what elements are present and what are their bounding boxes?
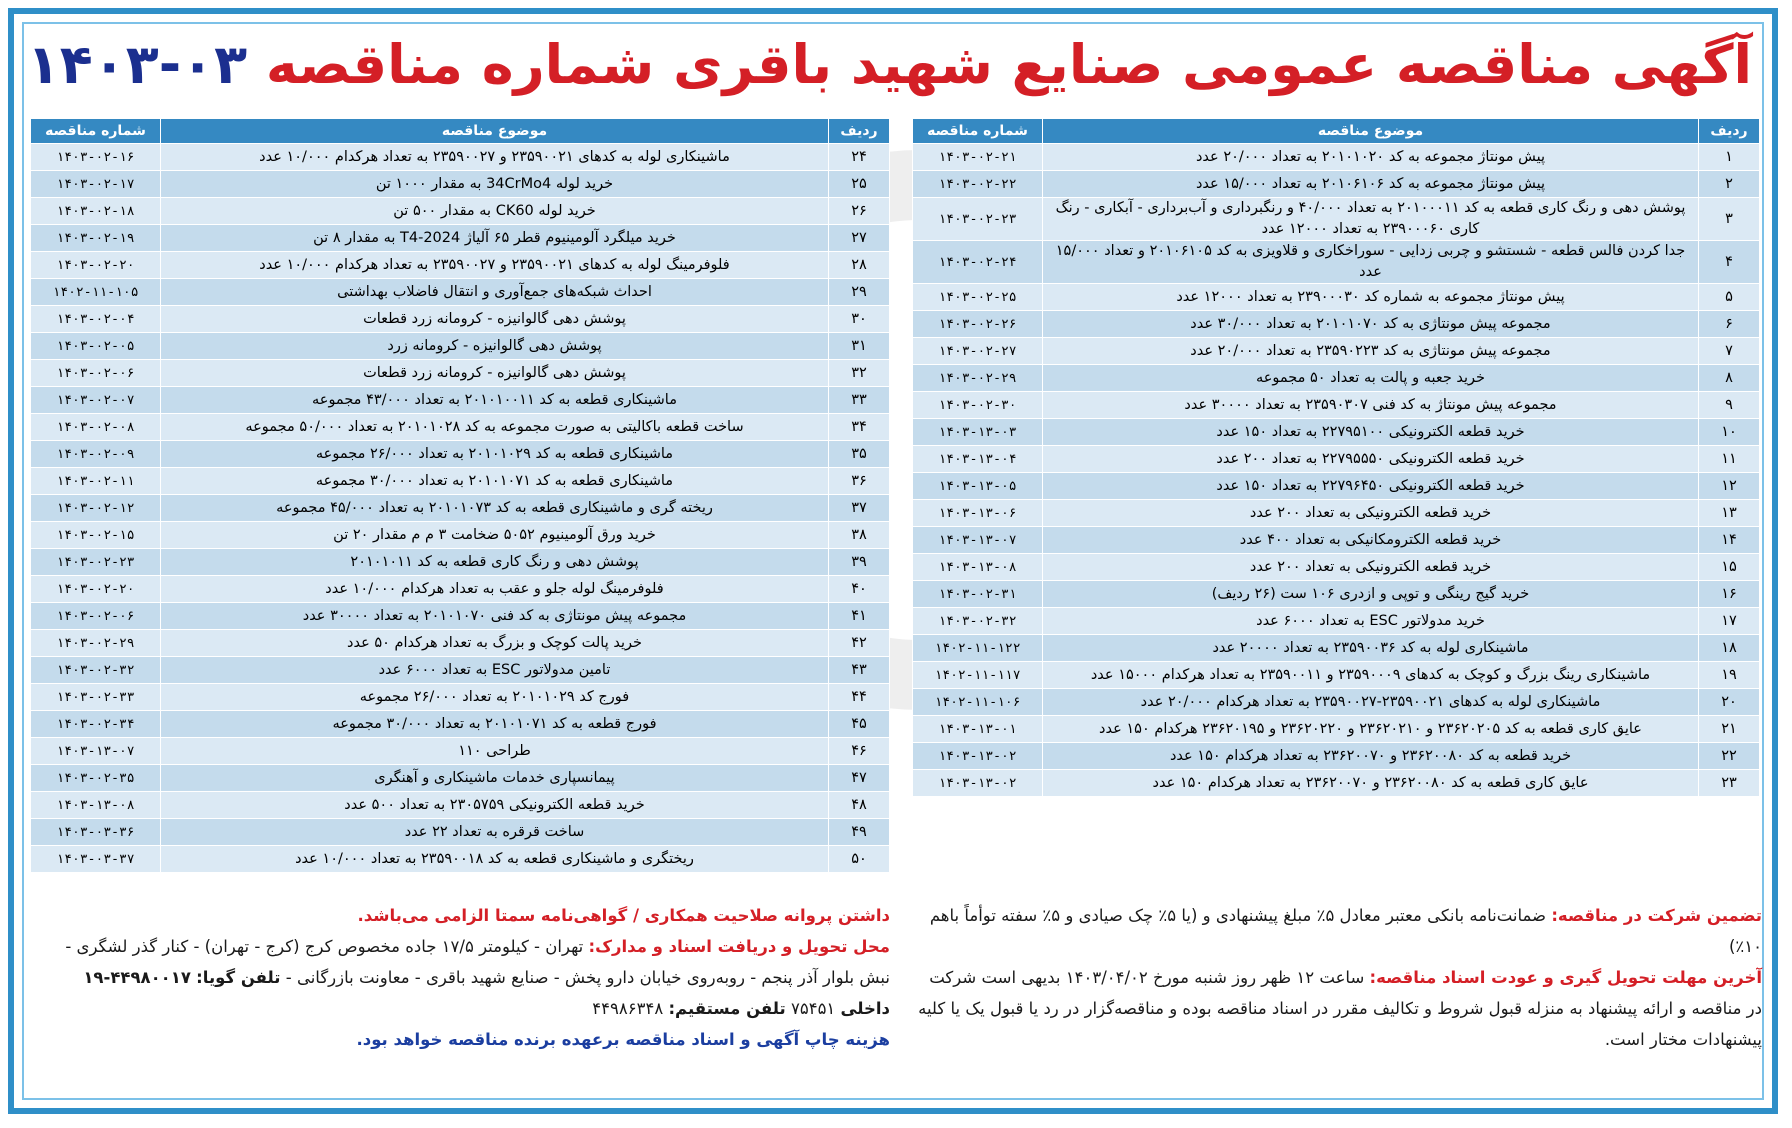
- row-index-cell: ۱: [1699, 144, 1760, 171]
- table-row: [913, 554, 1760, 581]
- row-subject-cell: عایق کاری قطعه به کد ۲۳۶۲۰۰۸۰ و ۲۳۶۲۰۰۷۰ به تعداد هرکدام ۱۵۰ عدد: [1043, 770, 1699, 797]
- row-subject-cell: ریختگری و ماشینکاری قطعه به کد ۲۳۵۹۰۰۱۸ به تعداد ۱۰/۰۰۰ عدد: [161, 846, 829, 873]
- footer-left: [30, 900, 890, 1055]
- row-index-cell: ۳۲: [829, 360, 890, 387]
- row-subject-cell: مجموعه پیش مونتاژی به کد ۲۰۱۰۱۰۷۰ به تعداد ۳۰/۰۰۰ عدد: [1043, 311, 1699, 338]
- table-row: [31, 684, 890, 711]
- row-index-cell: ۱۹: [1699, 662, 1760, 689]
- row-index-cell: ۲۰: [1699, 689, 1760, 716]
- table-row: [31, 306, 890, 333]
- row-tender-number-cell: ۱۴۰۳-۰۳-۳۷: [31, 846, 161, 873]
- row-subject-cell: خرید گیج رینگی و توپی و ازدری ۱۰۶ ست (۲۶ ردیف): [1043, 581, 1699, 608]
- row-tender-number-cell: ۱۴۰۳-۱۳-۰۳: [913, 419, 1043, 446]
- table-row: [913, 689, 1760, 716]
- footer-right: [912, 900, 1762, 1055]
- ext-label: داخلی: [840, 999, 890, 1018]
- row-tender-number-cell: ۱۴۰۳-۰۲-۱۱: [31, 468, 161, 495]
- row-tender-number-cell: ۱۴۰۳-۰۲-۲۳: [31, 549, 161, 576]
- row-tender-number-cell: ۱۴۰۲-۱۱-۱۱۷: [913, 662, 1043, 689]
- table-row: [31, 603, 890, 630]
- row-index-cell: ۹: [1699, 392, 1760, 419]
- row-subject-cell: ماشینکاری لوله به کد ۲۳۵۹۰۰۳۶ به تعداد ۲۰۰۰۰ عدد: [1043, 635, 1699, 662]
- row-tender-number-cell: ۱۴۰۲-۱۱-۱۰۵: [31, 279, 161, 306]
- table-row: [31, 819, 890, 846]
- row-tender-number-cell: ۱۴۰۳-۰۲-۳۴: [31, 711, 161, 738]
- row-subject-cell: خرید قطعه الکترونیکی به تعداد ۲۰۰ عدد: [1043, 554, 1699, 581]
- row-tender-number-cell: ۱۴۰۳-۰۲-۱۹: [31, 225, 161, 252]
- row-index-cell: ۱۳: [1699, 500, 1760, 527]
- row-tender-number-cell: ۱۴۰۳-۰۲-۱۸: [31, 198, 161, 225]
- table-row: [31, 144, 890, 171]
- row-subject-cell: احداث شبکه‌های جمع‌آوری و انتقال فاضلاب بهداشتی: [161, 279, 829, 306]
- table-row: [31, 198, 890, 225]
- row-tender-number-cell: ۱۴۰۳-۰۲-۲۰: [31, 576, 161, 603]
- row-tender-number-cell: ۱۴۰۲-۱۱-۱۲۲: [913, 635, 1043, 662]
- table-row: [913, 241, 1760, 284]
- row-subject-cell: خرید قطعه الکترونیکی به تعداد ۲۰۰ عدد: [1043, 500, 1699, 527]
- row-tender-number-cell: ۱۴۰۳-۰۳-۳۶: [31, 819, 161, 846]
- table-row: [913, 581, 1760, 608]
- row-index-cell: ۳۷: [829, 495, 890, 522]
- row-tender-number-cell: ۱۴۰۳-۱۳-۰۴: [913, 446, 1043, 473]
- tender-table-right: [912, 118, 1760, 797]
- table-row: [913, 500, 1760, 527]
- row-index-cell: ۱۰: [1699, 419, 1760, 446]
- row-index-cell: ۲۳: [1699, 770, 1760, 797]
- table-row: [913, 284, 1760, 311]
- row-subject-cell: خرید لوله CK60 به مقدار ۵۰۰ تن: [161, 198, 829, 225]
- row-subject-cell: فورج کد ۲۰۱۰۱۰۲۹ به تعداد ۲۶/۰۰۰ مجموعه: [161, 684, 829, 711]
- table-row: [31, 279, 890, 306]
- table-row: [913, 527, 1760, 554]
- row-subject-cell: ماشینکاری رینگ بزرگ و کوچک به کدهای ۲۳۵۹۰۰۰۹ و ۲۳۵۹۰۰۱۱ به تعداد هرکدام ۱۵۰۰۰ عدد: [1043, 662, 1699, 689]
- row-subject-cell: فلوفرمینگ لوله جلو و عقب به تعداد هرکدام ۱۰/۰۰۰ عدد: [161, 576, 829, 603]
- table-row: [31, 414, 890, 441]
- row-subject-cell: خرید قطعه الکترونیکی ۲۲۷۹۵۱۰۰ به تعداد ۱۵۰ عدد: [1043, 419, 1699, 446]
- table-header-row: [913, 119, 1760, 144]
- row-subject-cell: پوشش دهی و رنگ کاری قطعه به کد ۲۰۱۰۱۰۱۱: [161, 549, 829, 576]
- deadline-text: ساعت ۱۲ ظهر روز شنبه مورخ ۱۴۰۳/۰۴/۰۲: [1065, 968, 1365, 987]
- row-subject-cell: خرید مدولاتور ESC به تعداد ۶۰۰۰ عدد: [1043, 608, 1699, 635]
- row-tender-number-cell: ۱۴۰۲-۱۱-۱۰۶: [913, 689, 1043, 716]
- row-tender-number-cell: ۱۴۰۳-۰۲-۳۳: [31, 684, 161, 711]
- deadline-label: آخرین مهلت تحویل گیری و عودت اسناد مناقصه:: [1369, 968, 1762, 987]
- table-row: [31, 495, 890, 522]
- row-index-cell: ۲۹: [829, 279, 890, 306]
- row-tender-number-cell: ۱۴۰۳-۱۳-۰۸: [913, 554, 1043, 581]
- table-row: [31, 576, 890, 603]
- header-row-label: ردیف: [829, 119, 890, 144]
- guarantee-paragraph: [912, 900, 1762, 962]
- row-index-cell: ۱۸: [1699, 635, 1760, 662]
- row-tender-number-cell: ۱۴۰۳-۱۳-۰۷: [913, 527, 1043, 554]
- row-tender-number-cell: ۱۴۰۳-۰۲-۲۰: [31, 252, 161, 279]
- address-text: تهران - کیلومتر ۱۷/۵ جاده مخصوص کرج (کرج - تهران) - کنار گذر لشگری - نبش بلوار آذر پنجم - روبه‌روی خیابان دارو پخش - صنایع شهید باقری - معاونت بازرگانی -: [65, 937, 890, 987]
- table-row: [31, 657, 890, 684]
- row-tender-number-cell: ۱۴۰۳-۰۲-۲۳: [913, 198, 1043, 241]
- table-row: [31, 333, 890, 360]
- table-row: [31, 630, 890, 657]
- row-tender-number-cell: ۱۴۰۳-۰۲-۰۶: [31, 360, 161, 387]
- row-index-cell: ۴۶: [829, 738, 890, 765]
- guarantee-label: تضمین شرکت در مناقصه:: [1551, 906, 1762, 925]
- row-tender-number-cell: ۱۴۰۳-۰۲-۲۹: [913, 365, 1043, 392]
- table-row: [31, 360, 890, 387]
- table-row: [913, 473, 1760, 500]
- row-index-cell: ۴: [1699, 241, 1760, 284]
- row-index-cell: ۴۴: [829, 684, 890, 711]
- table-row: [31, 549, 890, 576]
- row-subject-cell: خرید قطعه به کد ۲۳۶۲۰۰۸۰ و ۲۳۶۲۰۰۷۰ به تعداد هرکدام ۱۵۰ عدد: [1043, 743, 1699, 770]
- guarantee-text: ضمانت‌نامه بانکی معتبر معادل ۵٪ مبلغ پیشنهادی و (یا ۵٪ چک صیادی و ۵٪ سفته توأماً باهم ۱۰٪): [929, 906, 1762, 956]
- ad-title: [26, 20, 1752, 110]
- row-index-cell: ۳۸: [829, 522, 890, 549]
- row-index-cell: ۳۵: [829, 441, 890, 468]
- row-subject-cell: ریخته گری و ماشینکاری قطعه به کد ۲۰۱۰۱۰۷۳ به تعداد ۴۵/۰۰۰ مجموعه: [161, 495, 829, 522]
- row-index-cell: ۴۵: [829, 711, 890, 738]
- row-index-cell: ۱۶: [1699, 581, 1760, 608]
- row-subject-cell: خرید قطعه الکترونیکی ۲۳۰۵۷۵۹ به تعداد ۵۰۰ عدد: [161, 792, 829, 819]
- table-row: [31, 738, 890, 765]
- row-subject-cell: خرید قطعه الکترونیکی ۲۲۷۹۵۵۵۰ به تعداد ۲۰۰ عدد: [1043, 446, 1699, 473]
- row-tender-number-cell: ۱۴۰۳-۰۲-۳۰: [913, 392, 1043, 419]
- row-tender-number-cell: ۱۴۰۳-۰۲-۰۴: [31, 306, 161, 333]
- tender-table-left: [30, 118, 890, 873]
- table-row: [31, 387, 890, 414]
- row-index-cell: ۲۵: [829, 171, 890, 198]
- title-number-label: شماره مناقصه: [265, 33, 655, 96]
- header-subject-label: موضوع مناقصه: [161, 119, 829, 144]
- row-subject-cell: مجموعه پیش مونتاژی به کد فنی ۲۰۱۰۱۰۷۰ به تعداد ۳۰۰۰۰ عدد: [161, 603, 829, 630]
- row-subject-cell: خرید قطعه الکترونیکی ۲۲۷۹۶۴۵۰ به تعداد ۱۵۰ عدد: [1043, 473, 1699, 500]
- right-table-body: [913, 144, 1760, 797]
- row-tender-number-cell: ۱۴۰۳-۱۳-۰۸: [31, 792, 161, 819]
- row-index-cell: ۸: [1699, 365, 1760, 392]
- row-subject-cell: ماشینکاری قطعه به کد ۲۰۱۰۱۰۲۹ به تعداد ۲۶/۰۰۰ مجموعه: [161, 441, 829, 468]
- table-row: [913, 662, 1760, 689]
- table-row: [913, 311, 1760, 338]
- row-tender-number-cell: ۱۴۰۳-۰۲-۲۹: [31, 630, 161, 657]
- table-row: [31, 846, 890, 873]
- header-number-label: شماره مناقصه: [913, 119, 1043, 144]
- row-tender-number-cell: ۱۴۰۳-۰۲-۲۲: [913, 171, 1043, 198]
- row-index-cell: ۲۸: [829, 252, 890, 279]
- table-row: [31, 522, 890, 549]
- table-row: [913, 635, 1760, 662]
- title-number: ۰۳-۱۴۰۳: [26, 33, 248, 96]
- row-index-cell: ۳۹: [829, 549, 890, 576]
- left-table-body: [31, 144, 890, 873]
- row-subject-cell: ماشینکاری لوله به کدهای ۲۳۵۹۰۰۲۱-۲۳۵۹۰۰۲۷ به تعداد هرکدام ۲۰/۰۰۰ عدد: [1043, 689, 1699, 716]
- row-tender-number-cell: ۱۴۰۳-۱۳-۰۲: [913, 770, 1043, 797]
- table-row: [31, 171, 890, 198]
- header-subject-label: موضوع مناقصه: [1043, 119, 1699, 144]
- row-index-cell: ۲۲: [1699, 743, 1760, 770]
- row-tender-number-cell: ۱۴۰۳-۰۲-۰۵: [31, 333, 161, 360]
- table-row: [31, 441, 890, 468]
- row-index-cell: ۳۶: [829, 468, 890, 495]
- row-tender-number-cell: ۱۴۰۳-۰۲-۱۶: [31, 144, 161, 171]
- table-row: [31, 711, 890, 738]
- row-index-cell: ۳۰: [829, 306, 890, 333]
- table-row: [913, 392, 1760, 419]
- row-subject-cell: طراحی ۱۱۰: [161, 738, 829, 765]
- address-label: محل تحویل و دریافت اسناد و مدارک:: [588, 937, 890, 956]
- table-row: [913, 608, 1760, 635]
- deadline-paragraph: [912, 962, 1762, 1055]
- row-tender-number-cell: ۱۴۰۳-۱۳-۰۲: [913, 743, 1043, 770]
- row-index-cell: ۴۸: [829, 792, 890, 819]
- phone-value: ۴۴۹۸۰۰۱۷-۱۹: [83, 968, 191, 987]
- table-row: [913, 198, 1760, 241]
- row-index-cell: ۲۶: [829, 198, 890, 225]
- row-subject-cell: ساخت قطعه باکالیتی به صورت مجموعه به کد ۲۰۱۰۱۰۲۸ به تعداد ۵۰/۰۰۰ مجموعه: [161, 414, 829, 441]
- table-row: [913, 716, 1760, 743]
- row-tender-number-cell: ۱۴۰۳-۰۲-۰۷: [31, 387, 161, 414]
- row-index-cell: ۴۱: [829, 603, 890, 630]
- table-row: [31, 765, 890, 792]
- row-index-cell: ۴۹: [829, 819, 890, 846]
- table-row: [913, 419, 1760, 446]
- row-index-cell: ۲۱: [1699, 716, 1760, 743]
- table-row: [913, 743, 1760, 770]
- row-subject-cell: ماشینکاری قطعه به کد ۲۰۱۰۱۰۷۱ به تعداد ۳۰/۰۰۰ مجموعه: [161, 468, 829, 495]
- license-text: داشتن پروانه صلاحیت همکاری / گواهی‌نامه سمتا الزامی می‌باشد.: [357, 906, 890, 925]
- row-tender-number-cell: ۱۴۰۳-۱۳-۰۶: [913, 500, 1043, 527]
- row-subject-cell: فورج قطعه به کد ۲۰۱۰۱۰۷۱ به تعداد ۳۰/۰۰۰ مجموعه: [161, 711, 829, 738]
- row-subject-cell: پیش مونتاژ مجموعه به کد ۲۰۱۰۱۰۲۰ به تعداد ۲۰/۰۰۰ عدد: [1043, 144, 1699, 171]
- row-tender-number-cell: ۱۴۰۳-۰۲-۲۴: [913, 241, 1043, 284]
- row-index-cell: ۳۴: [829, 414, 890, 441]
- row-subject-cell: مجموعه پیش مونتاژی به کد ۲۳۵۹۰۲۲۳ به تعداد ۲۰/۰۰۰ عدد: [1043, 338, 1699, 365]
- row-tender-number-cell: ۱۴۰۳-۰۲-۰۹: [31, 441, 161, 468]
- row-subject-cell: خرید میلگرد آلومینیوم قطر ۶۵ آلیاژ 2024-T4 به مقدار ۸ تن: [161, 225, 829, 252]
- row-index-cell: ۲۴: [829, 144, 890, 171]
- row-tender-number-cell: ۱۴۰۳-۰۲-۲۱: [913, 144, 1043, 171]
- row-tender-number-cell: ۱۴۰۳-۰۲-۳۲: [913, 608, 1043, 635]
- row-tender-number-cell: ۱۴۰۳-۰۲-۲۷: [913, 338, 1043, 365]
- row-tender-number-cell: ۱۴۰۳-۰۲-۱۵: [31, 522, 161, 549]
- row-subject-cell: ساخت قرقره به تعداد ۲۲ عدد: [161, 819, 829, 846]
- row-subject-cell: ماشینکاری لوله به کدهای ۲۳۵۹۰۰۲۱ و ۲۳۵۹۰۰۲۷ به تعداد هرکدام ۱۰/۰۰۰ عدد: [161, 144, 829, 171]
- address-paragraph: [30, 931, 890, 1024]
- header-number-label: شماره مناقصه: [31, 119, 161, 144]
- row-tender-number-cell: ۱۴۰۳-۱۳-۰۵: [913, 473, 1043, 500]
- row-subject-cell: فلوفرمینگ لوله به کدهای ۲۳۵۹۰۰۲۱ و ۲۳۵۹۰۰۲۷ به تعداد هرکدام ۱۰/۰۰۰ عدد: [161, 252, 829, 279]
- table-row: [31, 468, 890, 495]
- row-subject-cell: خرید جعبه و پالت به تعداد ۵۰ مجموعه: [1043, 365, 1699, 392]
- row-subject-cell: تامین مدولاتور ESC به تعداد ۶۰۰۰ عدد: [161, 657, 829, 684]
- row-subject-cell: پوشش دهی و رنگ کاری قطعه به کد ۲۰۱۰۰۰۱۱ به تعداد ۴۰/۰۰۰ و رنگبرداری و آب‌برداری - آبکاری - رنگ کاری ۲۳۹۰۰۰۶۰ به تعداد ۱۲۰۰۰ عدد: [1043, 198, 1699, 241]
- row-index-cell: ۱۲: [1699, 473, 1760, 500]
- row-index-cell: ۱۵: [1699, 554, 1760, 581]
- row-subject-cell: جدا کردن فالس قطعه - شستشو و چربی زدایی - سوراخکاری و قلاویزی به کد ۲۰۱۰۶۱۰۵ و تعداد ۱۵/۰۰۰ عدد: [1043, 241, 1699, 284]
- row-index-cell: ۱۴: [1699, 527, 1760, 554]
- row-subject-cell: مجموعه پیش مونتاژ به کد فنی ۲۳۵۹۰۳۰۷ به تعداد ۳۰۰۰۰ عدد: [1043, 392, 1699, 419]
- row-index-cell: ۵: [1699, 284, 1760, 311]
- row-index-cell: ۵۰: [829, 846, 890, 873]
- row-tender-number-cell: ۱۴۰۳-۰۲-۱۲: [31, 495, 161, 522]
- row-index-cell: ۱۷: [1699, 608, 1760, 635]
- row-tender-number-cell: ۱۴۰۳-۰۲-۳۵: [31, 765, 161, 792]
- terms-text: بدیهی است شرکت در مناقصه و ارائه پیشنهاد به منزله قبول شروط و تکالیف مقرر در اسناد مناقصه بوده و مناقصه‌گزار در رد یا قبول یک یا کلیه پیشنهادات مختار است.: [918, 968, 1762, 1049]
- table-row: [913, 446, 1760, 473]
- row-index-cell: ۴۲: [829, 630, 890, 657]
- table-row: [913, 144, 1760, 171]
- row-subject-cell: خرید ورق آلومینیوم ۵۰۵۲ ضخامت ۳ م م مقدار ۲۰ تن: [161, 522, 829, 549]
- row-index-cell: ۷: [1699, 338, 1760, 365]
- row-subject-cell: پوشش دهی گالوانیزه - کرومانه زرد قطعات: [161, 360, 829, 387]
- ext-value: ۷۵۴۵۱: [790, 999, 836, 1018]
- table-row: [31, 792, 890, 819]
- table-row: [913, 171, 1760, 198]
- row-index-cell: ۴۰: [829, 576, 890, 603]
- row-tender-number-cell: ۱۴۰۳-۰۲-۰۶: [31, 603, 161, 630]
- row-subject-cell: ماشینکاری قطعه به کد ۲۰۱۰۱۰۰۱۱ به تعداد ۴۳/۰۰۰ مجموعه: [161, 387, 829, 414]
- row-index-cell: ۶: [1699, 311, 1760, 338]
- row-subject-cell: پیش مونتاژ مجموعه به شماره کد ۲۳۹۰۰۰۳۰ به تعداد ۱۲۰۰۰ عدد: [1043, 284, 1699, 311]
- table-row: [913, 770, 1760, 797]
- table-row: [913, 365, 1760, 392]
- direct-phone-value: ۴۴۹۸۶۳۴۸: [592, 999, 664, 1018]
- table-row: [913, 338, 1760, 365]
- phone-label: تلفن گویا:: [196, 968, 281, 987]
- row-tender-number-cell: ۱۴۰۳-۰۲-۲۵: [913, 284, 1043, 311]
- row-tender-number-cell: ۱۴۰۳-۰۲-۰۸: [31, 414, 161, 441]
- header-row-label: ردیف: [1699, 119, 1760, 144]
- row-tender-number-cell: ۱۴۰۳-۰۲-۳۲: [31, 657, 161, 684]
- row-index-cell: ۳: [1699, 198, 1760, 241]
- row-index-cell: ۴۷: [829, 765, 890, 792]
- row-subject-cell: پیش مونتاژ مجموعه به کد ۲۰۱۰۶۱۰۶ به تعداد ۱۵/۰۰۰ عدد: [1043, 171, 1699, 198]
- row-index-cell: ۳۱: [829, 333, 890, 360]
- row-subject-cell: خرید قطعه الکترومکانیکی به تعداد ۴۰۰ عدد: [1043, 527, 1699, 554]
- row-tender-number-cell: ۱۴۰۳-۰۲-۳۱: [913, 581, 1043, 608]
- row-index-cell: ۴۳: [829, 657, 890, 684]
- table-header-row: [31, 119, 890, 144]
- row-tender-number-cell: ۱۴۰۳-۰۲-۲۶: [913, 311, 1043, 338]
- table-row: [31, 225, 890, 252]
- table-row: [31, 252, 890, 279]
- row-tender-number-cell: ۱۴۰۳-۱۳-۰۷: [31, 738, 161, 765]
- row-index-cell: ۲: [1699, 171, 1760, 198]
- row-subject-cell: عایق کاری قطعه به کد ۲۳۶۲۰۲۰۵ و ۲۳۶۲۰۲۱۰ و ۲۳۶۲۰۲۲۰ و ۲۳۶۲۰۱۹۵ هرکدام ۱۵۰ عدد: [1043, 716, 1699, 743]
- row-subject-cell: خرید پالت کوچک و بزرگ به تعداد هرکدام ۵۰ عدد: [161, 630, 829, 657]
- row-index-cell: ۲۷: [829, 225, 890, 252]
- row-tender-number-cell: ۱۴۰۳-۱۳-۰۱: [913, 716, 1043, 743]
- row-subject-cell: پوشش دهی گالوانیزه - کرومانه زرد: [161, 333, 829, 360]
- row-tender-number-cell: ۱۴۰۳-۰۲-۱۷: [31, 171, 161, 198]
- row-subject-cell: خرید لوله 34CrMo4 به مقدار ۱۰۰۰ تن: [161, 171, 829, 198]
- direct-phone-label: تلفن مستقیم:: [668, 999, 786, 1018]
- title-main: آگهی مناقصه عمومی صنایع شهید باقری: [673, 33, 1752, 96]
- row-subject-cell: پیمانسپاری خدمات ماشینکاری و آهنگری: [161, 765, 829, 792]
- row-index-cell: ۳۳: [829, 387, 890, 414]
- row-subject-cell: پوشش دهی گالوانیزه - کرومانه زرد قطعات: [161, 306, 829, 333]
- row-index-cell: ۱۱: [1699, 446, 1760, 473]
- cost-text: هزینه چاپ آگهی و اسناد مناقصه برعهده برنده مناقصه خواهد بود.: [356, 1030, 890, 1049]
